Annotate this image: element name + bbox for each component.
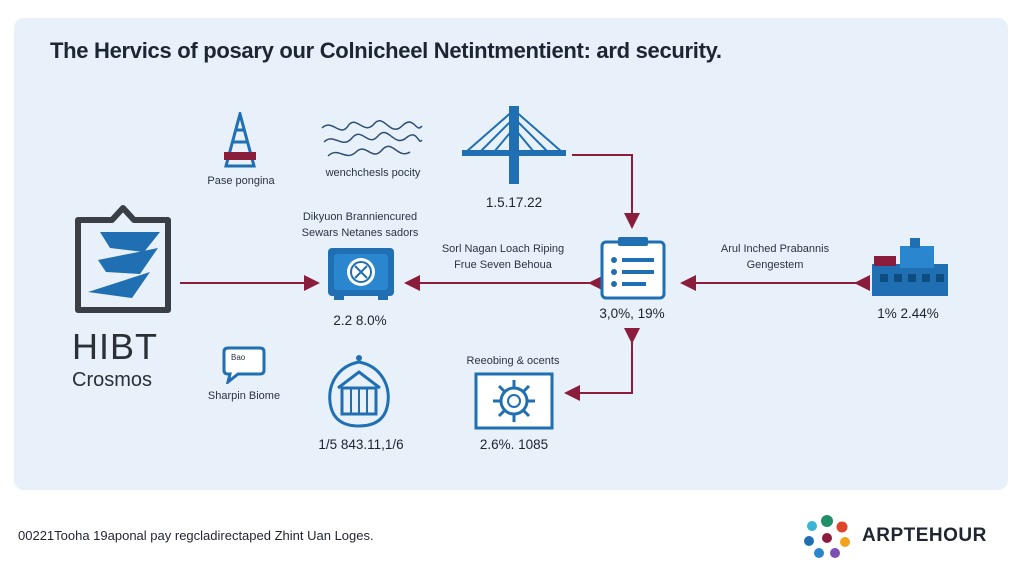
document-value: 3,0%, 19% xyxy=(599,306,665,321)
page-title: The Hervics of posary our Colnicheel Netintmentient: ard security. xyxy=(50,38,722,63)
bridge-icon xyxy=(462,104,566,191)
scribble-icon xyxy=(318,118,424,169)
gear-value: 2.6%. 1085 xyxy=(479,437,549,452)
chat-bubble-text: Bao xyxy=(231,353,246,362)
footer-text: 00221Tooha 19aponal pay regcladirectaped Zhint Uan Loges. xyxy=(18,528,374,543)
document-icon xyxy=(600,236,666,305)
gear-label: Reeobing & ocents xyxy=(466,355,560,367)
brand-name: HIBT xyxy=(72,326,159,367)
chat-label: Sharpin Biome xyxy=(207,390,281,402)
scribble-label: wenchchesls pocity xyxy=(325,167,421,179)
vault-icon xyxy=(326,246,396,307)
bridge-value: 1.5.17.22 xyxy=(485,195,543,210)
house-icon xyxy=(324,354,394,433)
brand-subtitle: Crosmos xyxy=(72,369,153,391)
brand-logo-icon xyxy=(70,202,176,323)
footer-logo-icon xyxy=(802,514,852,565)
arrow-bridge-to-document xyxy=(572,155,632,225)
flow-note-line1: Sorl Nagan Loach Riping xyxy=(441,243,565,255)
house-value: 1/5 843.11,1/6 xyxy=(318,437,404,452)
vault-label-line2: Sewars Netanes sadors xyxy=(301,227,419,239)
flow-note-line2: Frue Seven Behoua xyxy=(454,259,552,271)
chat-bubble-icon xyxy=(222,346,266,389)
tower-label: Pase pongina xyxy=(207,175,275,187)
tower-icon xyxy=(222,112,258,175)
factory-icon xyxy=(870,236,950,303)
vault-label-line1: Dikyuon Branniencured xyxy=(302,211,418,223)
factory-label-line2: Gengestem xyxy=(746,259,804,271)
factory-label-line1: Arul Inched Prabannis xyxy=(720,243,830,255)
factory-value: 1% 2.44% xyxy=(877,306,939,321)
footer-brand: ARPTEHOUR xyxy=(862,525,987,546)
vault-value: 2.2 8.0% xyxy=(333,313,387,328)
gear-icon xyxy=(474,372,554,435)
